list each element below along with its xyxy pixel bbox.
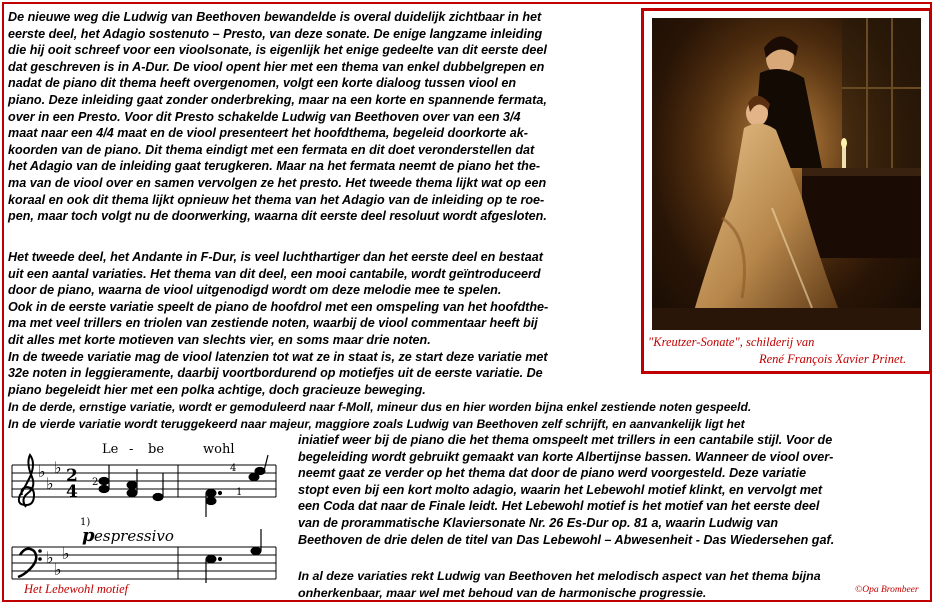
text-line: koraal en ook dit thema lijkt opnieuw het thema van het Adagio van de inleiding op te roe- [8, 192, 545, 207]
painting-illustration [652, 18, 921, 330]
dynamic-piano: p [82, 525, 95, 546]
text-line: Ook in de eerste variatie speelt de piano de hoofdrol met een omspeling van het hoofdthe- [8, 299, 549, 314]
text-line: dit alles met korte motieven van slechts vier, en soms maar drie noten. [8, 332, 431, 347]
paragraph-fourth-variation [298, 432, 834, 548]
lyric-le: Le [102, 442, 119, 457]
text-line: eerste deel, het Adagio sostenuto – Presto, van deze sonate. De enige langzame inleiding [8, 26, 543, 41]
text-line: iniatief weer bij de piano die het thema omspeelt met trillers in een cantabile stijl. Voor de [298, 433, 833, 447]
text-line: In al deze variaties rekt Ludwig van Beethoven het melodisch aspect van het thema bijna [298, 569, 821, 583]
text-line: onherkenbaar, maar wel met behoud van de harmonische progressie. [298, 585, 707, 600]
paragraph-second-movement [8, 249, 548, 398]
paragraph-conclusion [298, 568, 821, 601]
text-line: ma van de viool over en samen vervolgen ze het presto. Het tweede thema lijkt wat op een [8, 175, 547, 190]
text-line: 32e noten in leggieramente, daarbij voortbordurend op motiefjes uit de eerste variatie. De [8, 366, 543, 381]
kreutzer-sonate-painting [652, 18, 921, 330]
text-line: een Coda dat naar de Finale leidt. Het Lebewohl motief is het motief van het eerste deel [298, 499, 820, 514]
text-line: piano begeleidt hier met een polka achtige, doch gracieuze beweging. [8, 382, 426, 397]
svg-text:♭: ♭ [54, 458, 62, 477]
text-line: over in een Presto. Voor dit Presto schakelde Ludwig van Beethoven over van een 3/4 [8, 109, 521, 124]
fingering-footnote: 1) [80, 517, 91, 528]
painting-caption-line1: "Kreutzer-Sonate", schilderij van [648, 335, 815, 349]
svg-text:♭: ♭ [46, 548, 54, 567]
paragraph-variations-full [8, 399, 751, 432]
fingering-right-lower: 1 [236, 487, 243, 498]
text-line: het Adagio van de inleiding gaat terugkeren. Maar na het fermata neemt de piano het the- [8, 159, 541, 174]
text-line: maat naar een 4/4 maat en de viool presenteert het hoofdthema, begeleid doorkorte ak- [8, 126, 528, 141]
lebewohl-caption: Het Lebewohl motief [24, 582, 129, 596]
fingering-upper: 2 [92, 477, 99, 488]
text-line: door de piano, waarna de viool uitgenodigd wordt om deze melodie mee te spelen. [8, 283, 502, 298]
svg-text:♭: ♭ [46, 474, 54, 493]
text-line: In de derde, ernstige variatie, wordt er gemoduleerd naar f-Moll, mineur dus en hier worden bijna enkel zestiende noten gespeeld. [8, 400, 752, 414]
text-line: In de vierde variatie wordt teruggekeerd naar majeur, maggiore zoals Ludwig van Beethoven zelf schrijft, en aanvankelijk ligt het [8, 416, 745, 431]
painting-caption-line2: René François Xavier Prinet. [759, 352, 907, 366]
lyric-hyphen: - [129, 442, 134, 457]
paragraph-first-movement [8, 9, 547, 225]
text-line: van de prorammatische Klaviersonate Nr. 26 Es-Dur op. 81 a, waarin Ludwig van [298, 515, 779, 530]
music-staff-illustration [6, 437, 288, 587]
time-signature-top: 2 [66, 466, 78, 486]
lyric-be: be [148, 442, 165, 457]
svg-text:♭: ♭ [62, 544, 70, 563]
time-signature-bottom: 4 [66, 482, 78, 502]
text-line: uit een aantal variaties. Het thema van dit deel, een mooi cantabile, wordt geïntroduceerd [8, 266, 541, 281]
text-line: koorden van de piano. Dit thema eindigt met een fermata en dit doet veronderstellen dat [8, 142, 535, 157]
lebewohl-score [6, 437, 288, 587]
copyright-text: ©Opa Brombeer [855, 585, 919, 595]
text-line: piano. Deze inleiding gaat zonder onderbreking, maar na een korte en spannende fermata, [8, 92, 547, 107]
text-line: In de tweede variatie mag de viool latenzien tot wat ze in staat is, ze start deze variatie met [8, 349, 548, 364]
fingering-right: 4 [230, 463, 237, 474]
text-line: die hij ooit schreef voor een vioolsonate, is eigenlijk het enige gedeelte van dit eerste deel [8, 43, 547, 58]
text-line: neemt gaat ze verder op het thema dat door de piano werd voorgesteld. Deze variatie [298, 466, 807, 481]
lyric-wohl: wohl [203, 442, 235, 457]
text-line: nadat de piano dit thema heeft overgenomen, volgt een korte dialoog tussen viool en [8, 76, 517, 91]
painting-frame [641, 8, 932, 374]
text-line: begeleiding wordt gebruikt gemaakt van korte Albertijnse bassen. Wanneer de viool over- [298, 449, 834, 464]
text-line: De nieuwe weg die Ludwig van Beethoven bewandelde is overal duidelijk zichtbaar in het [8, 10, 542, 24]
text-line: Beethoven de drie delen de titel van Das Lebewohl – Abwesenheit - Das Wiedersehen gaf. [298, 532, 835, 547]
text-line: pen, maar toch volgt nu de doorwerking, waarna dit eerste deel resoluut wordt afgesloten. [8, 209, 547, 224]
svg-text:♭: ♭ [38, 462, 46, 481]
dynamic-espressivo: espressivo [94, 527, 174, 545]
svg-text:♭: ♭ [54, 560, 62, 579]
text-line: Het tweede deel, het Andante in F-Dur, is veel luchthartiger dan het eerste deel en bestaat [8, 250, 543, 264]
text-line: stopt even bij een kort molto adagio, waarin het Lebewohl motief klinkt, en vervolgt met [298, 482, 823, 497]
text-line: ma met veel trillers en triolen van zestiende noten, waarbij de viool commentaar heeft bij [8, 316, 538, 331]
text-line: dat geschreven is in A-Dur. De viool opent hier met een thema van enkel dubbelgrepen en [8, 59, 545, 74]
